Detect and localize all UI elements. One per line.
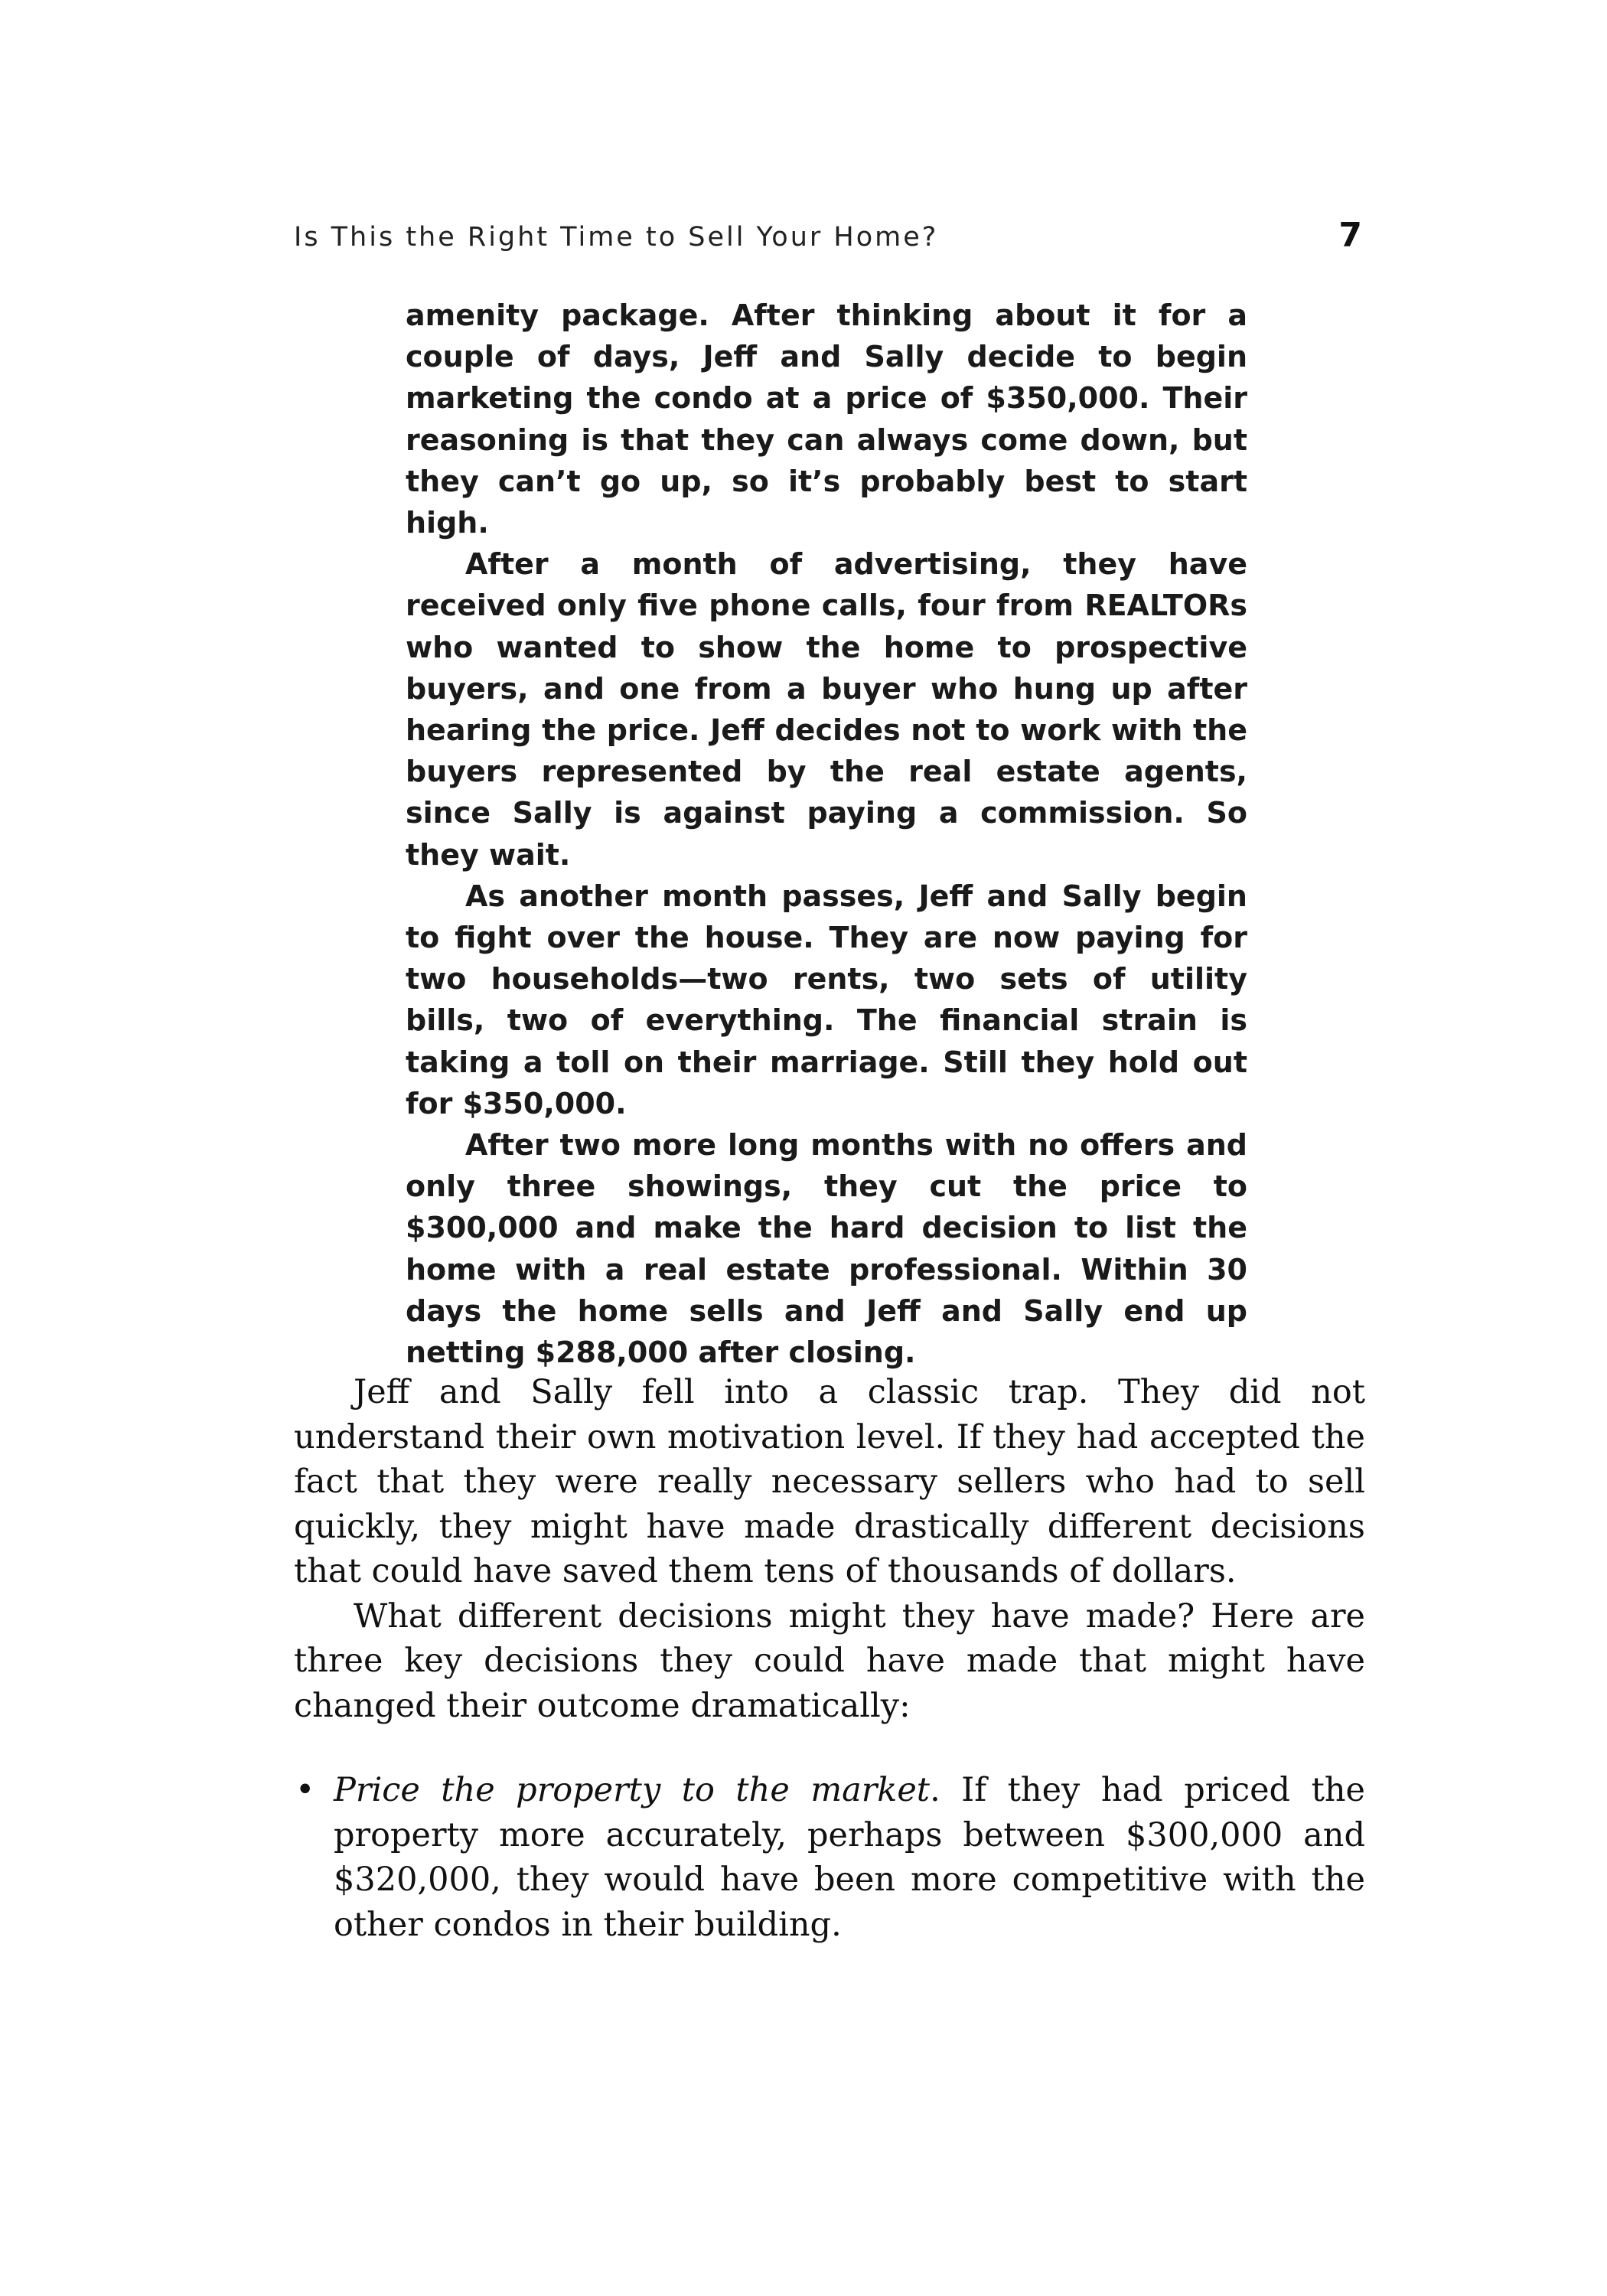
bullet-lead-phrase: Price the property to the market [334,1771,931,1809]
body-paragraph: What different decisions might they have made? Here are three key decisions they could have made that might have changed their outcome dramatically: [294,1596,1365,1725]
excerpt-paragraph: amenity package. After thinking about it for a couple of days, Jeff and Sally decide to begin marketing the condo at a price of $350,000. Their reasoning is that they can always come down, but they can’t go up, so it’s probably best to start high. [406,298,1247,540]
excerpt-paragraph: As another month passes, Jeff and Sally begin to fight over the house. They are now paying for two households—two rents, two sets of utility bills, two of everything. The financial strain is taking a toll on their marriage. Still they hold out for $350,000. [406,879,1247,1120]
body-text [294,1370,1365,1728]
running-head-title: Is This the Right Time to Sell Your Home? [294,222,939,253]
bullet-item [294,1768,1365,1947]
case-study-excerpt [406,295,1247,1373]
excerpt-paragraph: After a month of advertising, they have received only five phone calls, four from REALTORs who wanted to show the home to prospective buyers, and one from a buyer who hung up after hearing the price. Jeff decides not to work with the buyers represented by the real estate agents, since Sally is against paying a commission. So they wait. [406,547,1247,872]
body-paragraph: Jeff and Sally fell into a classic trap. They did not understand their own motivation level. If they had accepted the fact that they were really necessary sellers who had to sell quickly, they might have made drastically different decisions that could have saved them tens of thousands of dollars. [294,1373,1365,1590]
decision-bullet-list [294,1768,1365,1947]
bullet-dot-icon: • [295,1771,315,1809]
bullet-text: . If they had priced the property more accurately, perhaps between $300,000 and $320,000, they would have been more competitive with the other condos in their building. [334,1771,1365,1944]
excerpt-paragraph: After two more long months with no offers and only three showings, they cut the price to $300,000 and make the hard decision to list the home with a real estate professional. Within 30 days the home sells and Jeff and Sally end up netting $288,000 after closing. [406,1128,1247,1370]
page-number: 7 [1338,216,1362,255]
